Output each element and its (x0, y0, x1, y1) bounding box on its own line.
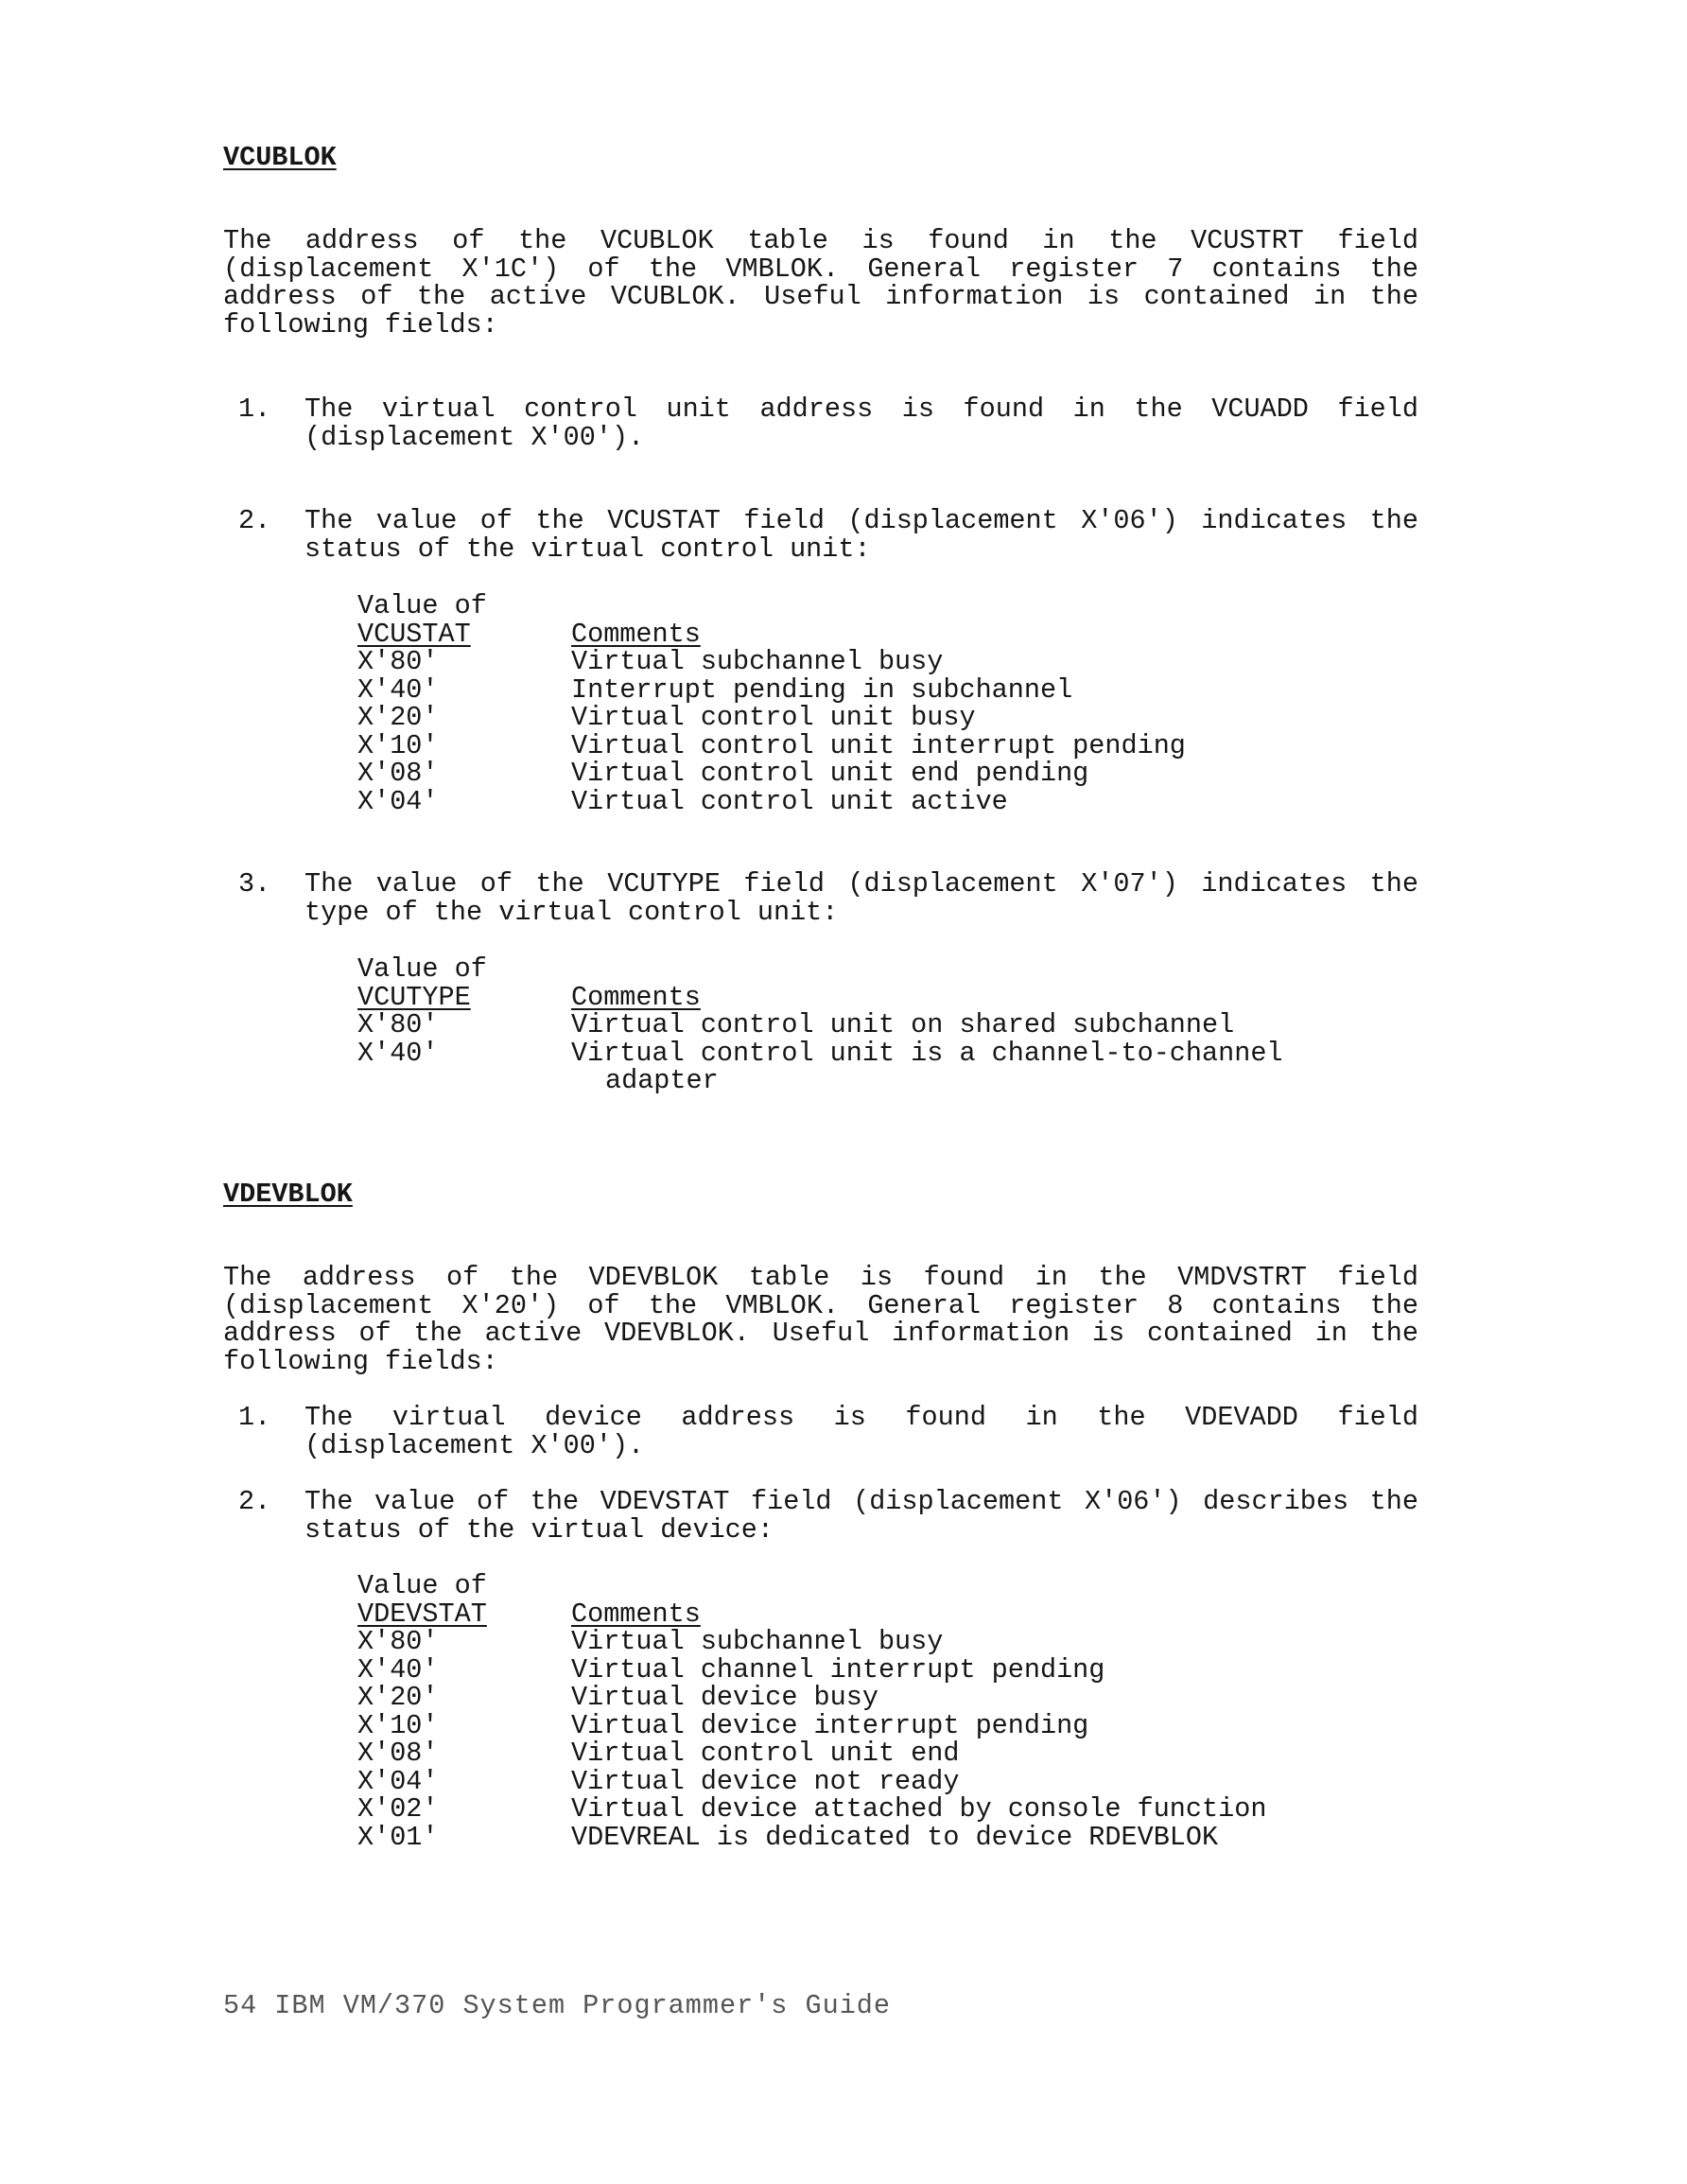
table-cell-comment: Interrupt pending in subchannel (571, 673, 1073, 706)
table-cell-comment: Virtual subchannel busy (571, 1626, 944, 1657)
table-cell-comment: Virtual control unit active (571, 785, 1008, 817)
table-cell-comment: Virtual control unit interrupt pending (571, 729, 1186, 761)
table-header-comments: Comments (571, 618, 701, 650)
table-row (357, 1795, 1418, 1824)
list-item-number: 1. (238, 1402, 271, 1433)
table-row (357, 1684, 1418, 1712)
table-header-row (357, 620, 1418, 649)
table-row (357, 729, 1418, 761)
table-header-row (357, 1600, 1418, 1629)
list-item-text: The virtual control unit address is found in the VCUADD field (displacement X'00'). (304, 393, 1418, 453)
table-cell-code: X'40' (357, 673, 439, 706)
table-header-value-of: Value of (357, 1570, 487, 1601)
list-item-text: The value of the VDEVSTAT field (displacement X'06') describes the status of the virtual device: (304, 1486, 1418, 1546)
table-row (357, 1765, 1418, 1797)
table-cell-code: X'04' (357, 785, 439, 817)
table-cell-code: X'80' (357, 1626, 439, 1657)
table-cell-code: X'20' (357, 1682, 439, 1713)
table-row (357, 704, 1418, 732)
list-item-number: 2. (238, 1486, 271, 1517)
table-row (357, 760, 1418, 788)
table-row (357, 1628, 1418, 1656)
list-item-number: 1. (238, 393, 271, 425)
list-item-text: The value of the VCUSTAT field (displacement X'06') indicates the status of the virtual control unit: (304, 505, 1418, 565)
table-cell-comment: Virtual device attached by console function (571, 1793, 1267, 1825)
table-row (357, 1037, 1418, 1096)
table-cell-code: X'10' (357, 729, 439, 761)
table-cell-comment: Virtual channel interrupt pending (571, 1653, 1105, 1686)
table-row (357, 1653, 1418, 1686)
table-header-row (357, 981, 1418, 1013)
list-item-number: 2. (238, 505, 271, 536)
table-cell-comment-continuation: adapter (605, 1065, 719, 1096)
table-cell-comment: Virtual control unit end (571, 1738, 960, 1769)
table-cell-comment (571, 1037, 1418, 1096)
table-cell-comment: Virtual control unit end pending (571, 758, 1089, 789)
list-item-text: The value of the VCUTYPE field (displacement X'07') indicates the type of the virtual control unit: (304, 868, 1418, 928)
table-cell-code: X'02' (357, 1793, 439, 1825)
table-header-value-of: Value of (357, 953, 487, 985)
table-row (357, 1709, 1418, 1741)
table-cell-comment: Virtual subchannel busy (571, 646, 944, 677)
section-heading-vcublok: VCUBLOK (223, 142, 337, 173)
table-header-comments: Comments (571, 981, 701, 1013)
page-footer: 54 IBM VM/370 System Programmer's Guide (223, 1990, 892, 2021)
table-row (357, 1011, 1418, 1040)
table-row (357, 785, 1418, 817)
list-item-text: The virtual device address is found in the VDEVADD field (displacement X'00'). (304, 1402, 1418, 1461)
table-cell-code: X'08' (357, 758, 439, 789)
list-item-number: 3. (238, 868, 271, 900)
table-cell-code: X'20' (357, 702, 439, 733)
table-row (357, 673, 1418, 706)
table-row (357, 1821, 1418, 1853)
table-header-field-name: VCUTYPE (357, 981, 471, 1013)
table-cell-code: X'80' (357, 646, 439, 677)
table-cell-code: X'04' (357, 1765, 439, 1797)
table-cell-comment-line: Virtual control unit is a channel-to-channel (571, 1037, 1283, 1069)
table-cell-comment: Virtual control unit on shared subchannel (571, 1009, 1235, 1040)
table-row (357, 648, 1418, 676)
table-header-field-name: VCUSTAT (357, 618, 471, 650)
table-cell-comment: Virtual control unit busy (571, 702, 976, 733)
table-cell-comment: Virtual device busy (571, 1682, 878, 1713)
table-cell-code: X'01' (357, 1821, 439, 1853)
table-cell-code: X'10' (357, 1709, 439, 1741)
table-cell-code: X'40' (357, 1653, 439, 1686)
table-cell-comment: Virtual device interrupt pending (571, 1709, 1089, 1741)
table-header-value-of: Value of (357, 590, 487, 621)
table-row (357, 1739, 1418, 1768)
table-cell-comment: VDEVREAL is dedicated to device RDEVBLOK (571, 1821, 1219, 1853)
table-cell-code: X'08' (357, 1738, 439, 1769)
section-intro-vdevblok: The address of the VDEVBLOK table is found in the VMDVSTRT field (displacement X'20') of the VMBLOK. General register 8 contains the address of the active VDEVBLOK. Useful information is contained in the following fields: (223, 1262, 1418, 1377)
table-header-field-name: VDEVSTAT (357, 1598, 487, 1630)
section-heading-vdevblok: VDEVBLOK (223, 1179, 353, 1210)
table-cell-code: X'80' (357, 1009, 439, 1040)
table-header-comments: Comments (571, 1598, 701, 1630)
table-cell-comment: Virtual device not ready (571, 1765, 960, 1797)
table-cell-code: X'40' (357, 1037, 439, 1069)
section-intro-vcublok: The address of the VCUBLOK table is found in the VCUSTRT field (displacement X'1C') of the VMBLOK. General register 7 contains the address of the active VCUBLOK. Useful information is contained in the following fields: (223, 225, 1418, 341)
